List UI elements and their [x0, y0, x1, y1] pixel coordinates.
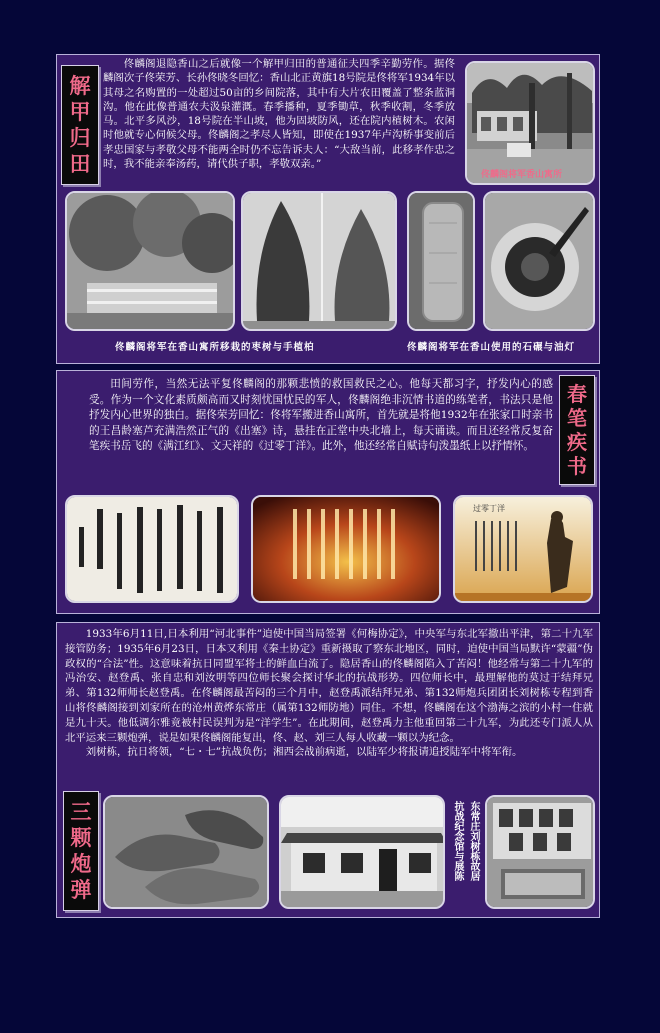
- caption-trees: 佟麟阁将军在香山寓所移栽的枣树与手植柏: [115, 342, 315, 353]
- cypress-image: [243, 193, 397, 331]
- oil-lamp-image: [485, 193, 595, 331]
- shells-paragraph-1: 1933年6月11日,日本利用“河北事件”迫使中国当局签署《何梅协定》，中央军与东北军撤出平津，第二十九军接管防务；1935年6月23日，日本又利用《秦土协定》重新摄取了察东北地区，同时，迫使中国当局默许“蒙疆”伪政权的“合法”性。这意味着抗日同盟军将士的鲜血白流了。隐居香山的佟麟阁陷入了苦闷！他经常与第二十九军的冯治安、赵登禹、张自忠和刘汝明等四位师长聚会探讨华北的抗战形势。四位师长中，最理解他的莫过于结拜兄弟、第132师师长赵登禹。在佟麟阁最苦闷的三个月中，赵登禹派结拜兄弟、第132师炮兵团团长刘树栋专程到香山将佟麟阁接到刘家所在的沧州黄烨东常庄（属第132师防地）同住。不想，佟麟阁在这个渤海之滨的小村一住就是九十天。他低调尔雅竟被村民误判为是“洋学生”。在此期间，赵登禹力主他重回第二十九军，为此还专门派人从北平运来三颗炮弹，说是如果佟麟阁能复出，佟、赵、刘三人每人收藏一颗以为纪念。: [65, 628, 593, 744]
- badge-shells: [63, 791, 99, 911]
- museum-caption-line-2: 抗战纪念馆与展陈: [452, 801, 463, 881]
- badge-char: 颗: [70, 825, 92, 850]
- caption-roller-lamp: 佟麟阁将军在香山使用的石碾与油灯: [407, 342, 576, 353]
- residence-caption: 佟麟阁将军香山寓所: [481, 170, 563, 180]
- badge-retirement: [61, 65, 99, 185]
- section-retirement: [56, 54, 600, 364]
- badge-char: 归: [69, 125, 91, 150]
- residence-photo: [465, 61, 595, 185]
- badge-char: 田: [69, 151, 91, 176]
- retirement-paragraph: 佟麟阁退隐香山之后就像一个解甲归田的普通征夫四季辛勤劳作。据佟麟阁次子佟荣芳、长孙佟晓冬回忆：香山北正黄旗18号院是佟将军1934年以其母之名购置的一处超过50亩的乡间院落，其中有大片农田覆盖了整条蓝洞沟。他在此像普通农夫汲泉灌溉。春季播种，夏季锄草，秋季收割，冬季放马。北平多风沙，18号院在半山坡，他为固坡防风，还在院内植树木。农闲时他就专心伺候父母。佟麟阁之孝尽人皆知，即使在1937年卢沟桥事变前后孝忠国家与孝敬父母不能两全时仍不忘告诉夫人：“大敌当前，此移孝作忠之时，我不能亲奉汤药，请代供子职，孝敬双亲。”: [103, 58, 455, 171]
- calligraphy-scroll-image: [67, 497, 239, 603]
- date-tree-image: [67, 193, 235, 331]
- badge-char: 笔: [567, 406, 587, 430]
- calligraphy-text: [89, 377, 553, 455]
- oil-lamp-photo: [483, 191, 595, 331]
- soldier-poem-photo: [453, 495, 593, 603]
- badge-char: 书: [567, 454, 587, 478]
- section-shells: [56, 622, 600, 918]
- former-residence-image: [281, 797, 445, 909]
- poem-stage-image: [253, 497, 441, 603]
- date-tree-photo: [65, 191, 235, 331]
- shells-text: [65, 627, 593, 760]
- calligraphy-paragraph: 田间劳作，当然无法平复佟麟阁的那颗悲愤的救国救民之心。他每天都习字，抒发内心的感受。作为一个文化素质颇高而又时刻忧国忧民的军人，佟麟阁绝非沉情书道的练笔者，书法只是他抒发内心世界的独白。据佟荣芳回忆：佟将军搬进香山寓所，首先就是将他1932年在张家口时亲书的王昌龄塞芦充满浩然正气的《出塞》诗，悬挂在正堂中央北墙上，每天诵读。而且还经常反复奋笔疾书岳飞的《满江红》、文天祥的《过零丁洋》。此外，他还经常自赋诗句泼墨纸上以抒情怀。: [89, 378, 553, 453]
- stone-roller-photo: [407, 191, 475, 331]
- cypress-photo: [241, 191, 397, 331]
- museum-exhibit-photo: [485, 795, 595, 909]
- artillery-shells-photo: [103, 795, 269, 909]
- poem-stage-photo: [251, 495, 441, 603]
- badge-char: 解: [69, 73, 91, 98]
- badge-char: 三: [70, 799, 92, 824]
- badge-char: 春: [567, 382, 587, 406]
- shells-paragraph-2: 刘树栋，抗日将领，“七・七”抗战负伤；湘西会战前病逝，以陆军少将报请追授陆军中将军衔。: [85, 746, 523, 759]
- retirement-text: [103, 57, 455, 171]
- badge-calligraphy: [559, 375, 595, 485]
- museum-caption-line-1: 东常庄刘树栋故居: [468, 801, 479, 881]
- museum-exhibit-image: [487, 797, 595, 909]
- calligraphy-scroll-photo: [65, 495, 239, 603]
- former-residence-photo: [279, 795, 445, 909]
- badge-char: 炮: [70, 851, 92, 876]
- badge-char: 疾: [567, 430, 587, 454]
- badge-char: 弹: [70, 877, 92, 902]
- poem-title: 过零丁洋: [473, 504, 505, 513]
- artillery-shells-image: [105, 797, 269, 909]
- section-calligraphy: [56, 370, 600, 614]
- stone-roller-image: [409, 193, 475, 331]
- badge-char: 甲: [69, 99, 91, 124]
